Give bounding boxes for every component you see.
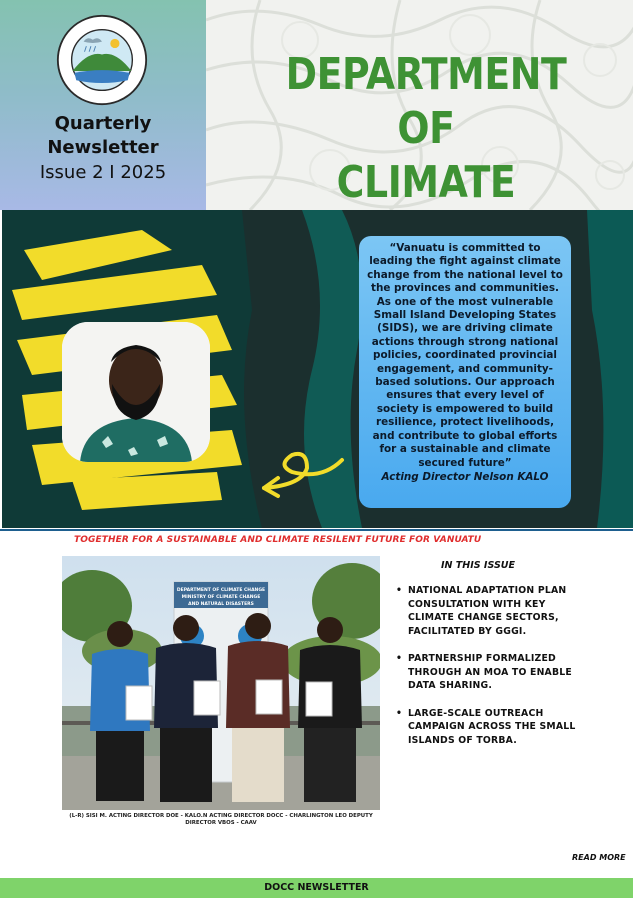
moa-signing-photo [62, 556, 380, 810]
newsletter-header [0, 0, 633, 210]
banner-line-2: MINISTRY OF CLIMATE CHANGE [181, 595, 261, 600]
issue-number: Issue 2 I 2025 [39, 162, 167, 183]
section-divider [0, 529, 633, 531]
newsletter-subtitle [0, 112, 206, 186]
tagline: TOGETHER FOR A SUSTAINABLE AND CLIMATE RESILENT FUTURE FOR VANUATU [74, 535, 482, 545]
portrait-image [62, 322, 210, 462]
group-photo-image [62, 556, 380, 810]
banner-line-3: AND NATURAL DISASTERS [188, 602, 254, 607]
quote-author: Acting Director Nelson KALO [381, 470, 549, 483]
issue-item: • PARTNERSHIP FORMALIZED THROUGH AN MOA TO ENABLE DATA SHARING. [396, 652, 576, 693]
footer-bar: DOCC NEWSLETTER [0, 878, 633, 898]
subtitle-newsletter: Newsletter [47, 137, 159, 158]
banner-line-1: DEPARTMENT OF CLIMATE CHANGE [176, 588, 266, 593]
title-line-2: CLIMATE [336, 157, 516, 208]
title-line-1: DEPARTMENT OF [285, 49, 567, 154]
issue-item: • NATIONAL ADAPTATION PLAN CONSULTATION WITH KEY CLIMATE CHANGE SECTORS, FACILITATED BY GGGI. [396, 584, 576, 638]
director-portrait [62, 322, 210, 462]
director-quote: “Vanuatu is committed to leading the fight against climate change from the national level to the provinces and communities. As one of the most vulnerable Small Island Developing States (SIDS), we are driving climate actions through strong national policies, coordinated provincial engagement, and community-based solutions. Our approach ensures that every level of society is empowered to build resilience, protect livelihoods, and contribute to global efforts for a sustainable and climate secured future” [367, 242, 563, 469]
photo-caption [56, 813, 386, 827]
in-this-issue-heading: IN THIS ISSUE [441, 560, 515, 571]
department-seal-logo [56, 14, 148, 106]
issue-item: • LARGE-SCALE OUTREACH CAMPAIGN ACROSS THE SMALL ISLANDS OF TORBA. [396, 707, 576, 748]
read-more-link[interactable]: READ MORE [572, 853, 626, 862]
director-quote-box [359, 236, 571, 508]
department-title [263, 48, 590, 210]
header-left-panel [0, 0, 206, 210]
caption-line-2: DIRECTOR VBOS - CAAV [185, 820, 257, 826]
subtitle-quarterly: Quarterly [54, 113, 152, 134]
caption-line-1: (L-R) SISI M. ACTING DIRECTOR DOE - KALO.N ACTING DIRECTOR DOCC - CHARLINGTON LEO DEPUTY [69, 813, 373, 819]
hero-quote-section [2, 210, 633, 528]
in-this-issue-list [396, 584, 576, 761]
